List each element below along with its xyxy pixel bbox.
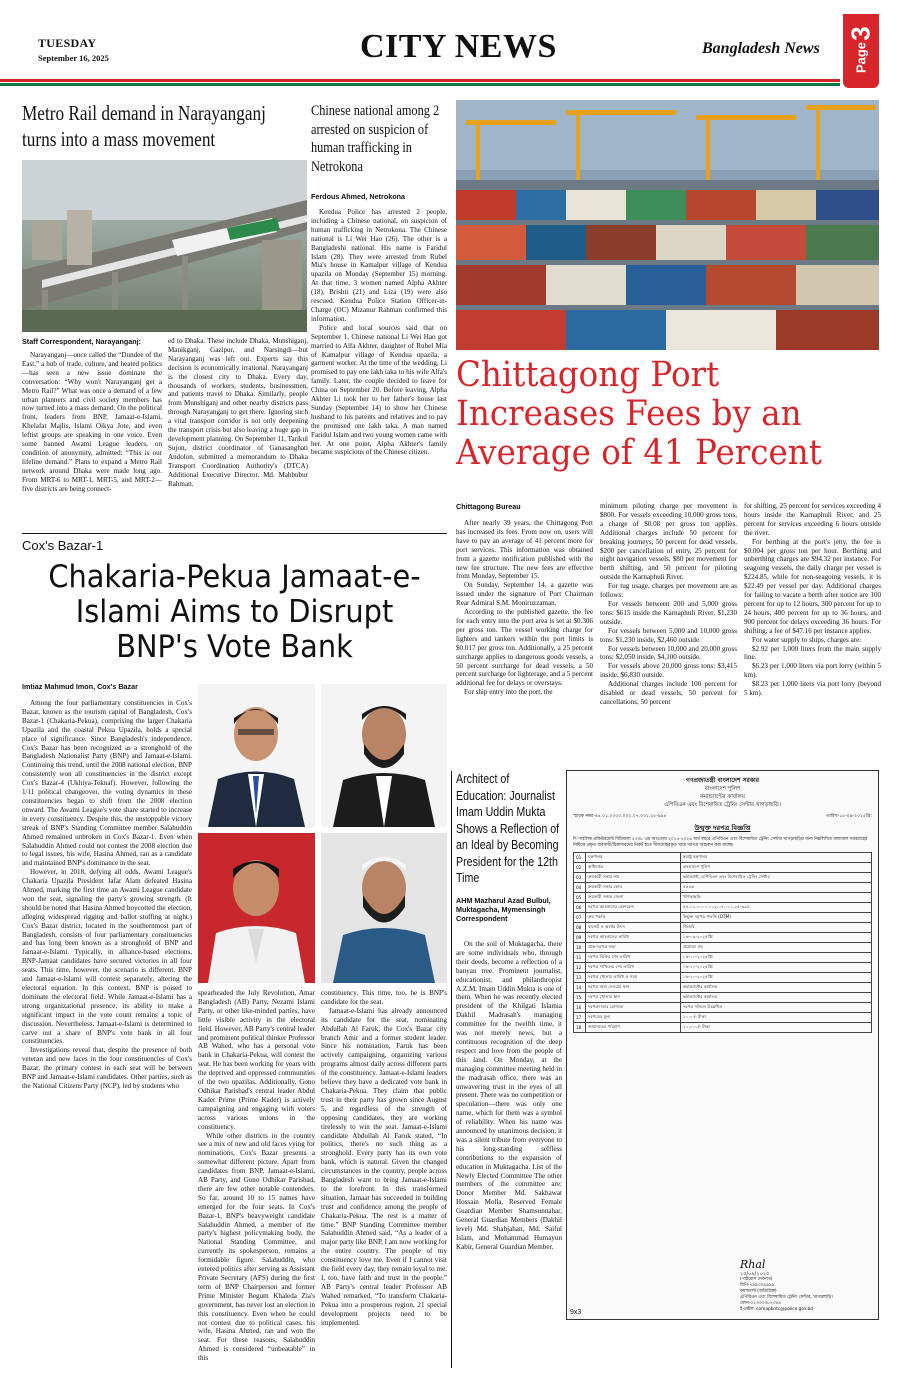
notice-row-label: প্রাক-দরপত্র সভা	[586, 943, 681, 953]
notice-row-value: ৫৩৪৬	[681, 883, 872, 893]
notice-row-value: খাগড়াছড়ি	[681, 893, 872, 903]
divider-architect-left	[451, 771, 452, 1368]
port-body-col-3-text-para: $6.23 per 1,000 liters via port lorry (within 5 km).	[744, 662, 881, 680]
notice-row-number: 10	[574, 943, 586, 953]
notice-row-label: জামানতের পরিমাণ	[586, 1023, 681, 1033]
coxs-body-col-3	[321, 989, 447, 1327]
notice-row-value: ২০,০০০/- টাকা	[681, 1023, 872, 1033]
notice-row-label: দরপত্র আহবানের রেফারেন্স	[586, 903, 681, 913]
notice-row-number: 13	[574, 973, 586, 983]
metro-headline	[22, 100, 313, 152]
notice-row-value: উন্মুক্ত দরপত্র পদ্ধতি (OTM)	[681, 913, 872, 923]
notice-officer-6: ই-মেইল: comapbntc@police.gov.bd	[740, 1307, 813, 1312]
page-tab-label: Page	[853, 41, 869, 74]
notice-table-row	[574, 983, 872, 993]
port-container-yard-icon	[456, 100, 879, 350]
architect-byline: AHM Mazharul Azad Bulbul, Muktagacha, Mymensingh Correspondent	[456, 896, 551, 923]
notice-row-number: 16	[574, 1003, 586, 1013]
notice-memo-row	[573, 813, 872, 820]
chinese-byline: Ferdous Ahmed, Netrokona	[311, 192, 405, 201]
notice-row-number: 03	[574, 873, 586, 883]
port-body-col-2-text-para: For vessels between 200 and 5,000 gross tons: $615 inside the Karnaphuli River, $1,230 outside.	[600, 599, 737, 626]
masthead-red-bar	[0, 79, 840, 82]
notice-row-value: কমান্ড্যান্টের কার্যালয়	[681, 993, 872, 1003]
port-body-col-1-text-para: According to the published gazette, the fee for each entry into the port area is set at $0.306 per gross ton. The vessel working charge for lighters and tankers within the port limits is $0.017 per gross ton. Additionally, a 25 percent surcharge applies to dangerous goods vessels, a 50 percent surcharge for dead vessels, a 50 percent surcharge for lighterage, and a 5 percent additional fee for delays or overstays.	[456, 608, 593, 688]
port-body-col-1-text-para: For ship entry into the port, the	[464, 688, 553, 697]
coxs-photo-2	[321, 684, 447, 827]
notice-table	[573, 852, 872, 1033]
notice-row-number: 05	[574, 893, 586, 903]
notice-row-label: দরপত্রের মূল্য	[586, 1013, 681, 1023]
notice-row-value: ০৬-১০-২০২৫খ্রি:	[681, 973, 872, 983]
port-body-col-3	[744, 502, 881, 698]
portrait-man-red-background-icon	[198, 833, 315, 983]
metro-headline-line-1: Metro Rail demand in Narayanganj	[22, 101, 266, 125]
notice-row-value: স্বরাষ্ট্র মন্ত্রণালয়	[681, 853, 872, 863]
notice-row-number: 06	[574, 903, 586, 913]
notice-table-row	[574, 853, 872, 863]
port-headline: Chittagong Port Increases Fees by an Average of 41 Percent	[456, 355, 822, 473]
notice-memo: স্মারক নম্বর-৪৪.০১.০০০০.০০২.০৭.০০১.২৫-৯৯৪	[573, 814, 667, 819]
portrait-man-blue-suit-icon	[198, 684, 315, 827]
notice-row-label: দরপত্র আহবানের তারিখ	[586, 933, 681, 943]
port-body-col-3-text-para: $8.23 per 1,000 liters via port lorry (beyond 5 km).	[744, 680, 881, 698]
page-tab-number: 3	[845, 26, 876, 41]
notice-signature-block	[740, 1259, 870, 1313]
notice-row-label: ক্রয়কারী সত্তার কোড	[586, 883, 681, 893]
notice-table-row	[574, 1013, 872, 1023]
notice-table-row	[574, 933, 872, 943]
coxs-photo-4	[321, 833, 447, 983]
notice-row-number: 11	[574, 953, 586, 963]
notice-row-label: ক্রয় পদ্ধতি	[586, 913, 681, 923]
notice-heading-3: কমান্ড্যান্টের কার্যালয়	[700, 794, 745, 800]
notice-row-number: 09	[574, 933, 586, 943]
notice-size-tag: 9x3	[570, 1309, 582, 1316]
notice-row-value: বাংলাদেশ পুলিশ	[681, 863, 872, 873]
coxs-body-col-1	[22, 699, 192, 1091]
tender-notice	[566, 770, 879, 1320]
port-body-col-2-text-para: minimum piloting charge per movement is $800. For vessels exceeding 10,000 gross tons, a charge of $0.08 per gross ton applies. Additional charges include 50 percent for breaking journeys, 50 percent for dead vessels, $200 per cancellation of entry, 25 percent for night navigation vessels, $80 per movement for berth shifting, and 50 percent for piloting outside the Karnaphuli River.	[600, 502, 737, 582]
notice-row-value: প্রযোজ্য নয়	[681, 943, 872, 953]
coxs-body-col-3-text-para: constituency. This time, too, he is BNP's candidate for the seat.	[321, 989, 447, 1006]
masthead-day: TUESDAY	[38, 36, 97, 50]
chinese-headline: Chinese national among 2 arrested on suspicion of human trafficking in Netrokona	[311, 103, 440, 175]
port-body-col-3-text-para: $2.92 per 1,000 liters from the main supply line.	[744, 644, 881, 662]
coxs-body-col-1-text-para: Investigations reveal that, despite the presence of both veteran and new faces in the four constituencies of Cox's Bazar, the primary contest in each seat will be between BNP and Jamaat-e-Islami candidates. Other parties, such as the National Citizens Party (NCP), led by students who	[22, 1046, 192, 1090]
coxs-body-col-2-text-para: spearheaded the July Revolution, Amar Bangladesh (AB) Party, Nezami Islami Party, or other like-minded parties, have little visible activity in the electoral field. However, AB Party's central leader and prominent political thinker Professor AB Wahed, who has a personal vote bank in Chakaria-Pekua, will contest the seat. He has been working for years with the deprived and oppressed communities of the two upazilas. Additionally, Gono Odhikar Parishad's central leader Abdul Kader Prime (Prime Kader) is actively campaigning and engaging with voters across various unions in the constituency.	[198, 989, 315, 1131]
notice-title: উন্মুক্ত দরপত্র বিজ্ঞপ্তি	[694, 824, 751, 832]
metro-body-col-2	[168, 337, 308, 488]
port-body-col-1-text-para: After nearly 39 years, the Chittagong Port has increased its fees. From now on, users will have to pay an average of 41 percent more for port services. This information was obtained from a gazette notification published with the new fee structure. The new fees are effective from Monday, September 15.	[456, 519, 593, 581]
metro-byline: Staff Correspondent, Narayanganj:	[22, 337, 142, 346]
architect-body	[456, 940, 562, 1252]
notice-row-number: 02	[574, 863, 586, 873]
port-photo	[456, 100, 879, 350]
notice-row-label: দরপত্র জমা দেওয়ার স্থান	[586, 983, 681, 993]
notice-row-label: দরপত্রদাতার যোগ্যতা	[586, 1003, 681, 1013]
coxs-body-col-2-text-para: While other districts in the country see a mix of new and old faces vying for nominations, Cox's Bazar presents a somewhat different picture. Apart from candidates from BNP, Jamaat-e-Islami, AB Party, and Gono Odhikar Parishad, there are few other notable contenders. So far, around 10 to 15 names have emerged for the four seats. In Cox's Bazar-1, BNP's heavyweight candidate Salahuddin Ahmed, a member of the party's highest policymaking body, the National Standing Committee, and currently its spokesperson, remains a formidable figure. Salahuddin, who entered politics after serving as Assistant Private Secretary (APS) during the first term of BNP Chairperson and former Prime Minister Begum Khaleda Zia's government, has never lost an election in this constituency. Even when he could not contest due to political cases, his wife, Hasina Ahmed, ran and won the seat. For these reasons, Salahuddin Ahmed is considered “unbeatable” in this	[198, 1131, 315, 1363]
notice-row-value: ০৬-১০-২০২৫খ্রি:	[681, 963, 872, 973]
notice-intro: দি পাবলিক প্রকিউরমেন্ট বিধিমালা ২০০৮ এর আওতায় ২০২৫-২০২৬ অর্থ বছরে এপিবিএন এবং বিশেষায়িত ট্রেনিং সেন্টার খাগড়াছড়ির জন্য নিম্নলিখিত মালামাল সরবরাহের নিমিত্তে প্রকৃত ব্যবসায়ী/ঠিকাদারদের নিকট হতে সীলমোহরকৃত খামে দরপত্র আহবান করা যাচ্ছে।	[573, 837, 868, 848]
coxs-photo-1	[198, 684, 315, 827]
portrait-man-beard-suit-icon	[321, 684, 447, 827]
notice-table-row	[574, 883, 872, 893]
port-body-col-2	[600, 502, 737, 707]
notice-row-value: জিওবি	[681, 923, 872, 933]
metro-body-col-2-text: ed to Dhaka. These include Dhaka, Munshiganj, Manikganj, Gazipur, and Narsingdi—but Narayanganj was left out. Experts say this decision is economically irrational. Narayanganj is the closest city to Dhaka. Every day, thousands of workers, students, businessmen, and patients travel to Dhaka. Similarly, people from Munshiganj and other nearby districts pass through Narayanganj to get there. Ignoring such a vital transport corridor is not only deepening the transport crisis but also leaving a huge gap in development planning. On September 11, Tarikul Sujon, district coordinator of Ganasanghati Andolon, submitted a memorandum to Dhaka Transport Coordination Authority's (DTCA) Additional Executive Director, Md. Mahbubur Rahman.	[168, 337, 308, 488]
coxs-headline: Chakaria-Pekua Jamaat-e-Islami Aims to Disrupt BNP's Vote Bank	[48, 559, 421, 665]
notice-row-label: দরপত্র খোলার স্থান	[586, 993, 681, 1003]
notice-row-value: ১৬-০৯-২০২৫খ্রি:	[681, 933, 872, 943]
notice-row-value: দরপত্র দলিলে উল্লেখিত	[681, 1003, 872, 1013]
notice-signature: Rhal	[740, 1258, 766, 1271]
port-body-col-2-text-para: For vessels between 5,000 and 10,000 gross tons: $1,230 inside, $2,460 outside.	[600, 626, 737, 644]
masthead-green-bar	[0, 83, 840, 86]
notice-row-value: ১০০০/- টাকা	[681, 1013, 872, 1023]
notice-officer-3: কমান্ড্যান্ট (অতিরিক্ত)	[740, 1289, 777, 1294]
notice-row-label: দরপত্র খোলার তারিখ ও সময়	[586, 973, 681, 983]
notice-row-number: 01	[574, 853, 586, 863]
port-body-col-1-text-para: On Sunday, September 14, a gazette was issued under the signature of Port Chairman Rear Admiral S.M. Moniruzzaman.	[456, 581, 593, 608]
notice-row-number: 17	[574, 1013, 586, 1023]
chinese-body-p2: Police and local sources said that on September 1, Chinese national Li Wei Hao got married to Alfa Akhter, daughter of Rubel Mia of Kamalpur village of Kendua upazila, a garment worker. At the time of the wedding, Li promised to pay one lakh taka to his wife Alfa's family. Later, the couple decided to leave for China on September 20. Before leaving, Alpha Akhter Li took her to her father's house last Sunday (September 14) to show her Chinese husband to his parents and relatives and to pay the promised one lakh taka. A man named Faridul Islam and two young women came with her. At one point, Alpha Akhter's family became suspicious of the Chinese citizen.	[311, 323, 447, 457]
notice-table-row	[574, 873, 872, 883]
notice-row-number: 18	[574, 1023, 586, 1033]
notice-table-row	[574, 953, 872, 963]
chinese-body	[311, 208, 447, 457]
port-body-col-2-text-para: Additional charges include 100 percent for disabled or dead vessels, 50 percent for cancellations, 50 percent	[600, 680, 737, 706]
chinese-body-p1: Kendua Police has arrested 2 people, including a Chinese national, on suspicion of human trafficking in Netrokona. The Chinese national is Li Wei Hao (26). The other is a Bangladeshi national. His name is Faridul Islam (28). They were arrested from Rubel Mia's house in Kamalpur village of Kendua upazila on Monday (September 15) morning. At that time, 3 women named Alpha Akhter (18), Brishti (21) and Liza (19) were also rescued. Kendua Police Station Officer-in-Charge (OC) Mizanur Rahman confirmed this information.	[311, 208, 447, 323]
notice-row-label: দরপত্র বিক্রির শেষ তারিখ	[586, 953, 681, 963]
notice-heading-4: এপিবিএন এবং বিশেষায়িত ট্রেনিং সেন্টার খাগড়াছড়ি।	[664, 802, 781, 808]
notice-row-value: কমান্ড্যান্টের কার্যালয়	[681, 983, 872, 993]
notice-table-row	[574, 863, 872, 873]
notice-table-row	[574, 903, 872, 913]
notice-officer-5: ফোন-০২৩৩৩৩৮২৩৪৪	[740, 1301, 781, 1306]
port-byline: Chittagong Bureau	[456, 502, 521, 511]
notice-row-number: 04	[574, 883, 586, 893]
masthead-date: September 16, 2025	[38, 53, 109, 63]
page-tab	[843, 14, 879, 88]
notice-table-row	[574, 913, 872, 923]
port-body-col-3-text-para: for shifting, 25 percent for services exceeding 4 hours inside the Karnaphuli River, and 25 percent for services exceeding 6 hours outside the river.	[744, 502, 881, 537]
metro-rail-train-icon	[22, 160, 307, 332]
coxs-body-col-1-text-para: However, in 2018, defying all odds, Awami League's Chakaria Upazila President Jafar Alam defeated Hasina Ahmed, marking the first time an Awami League candidate won the seat, signaling the party's growing strength. (It should be noted that Hasina Ahmed boycotted the election, alleging widespread rigging and ballot stuffing at night.) Cox's Bazar district, located in the southernmost part of Bangladesh, consists of four parliamentary constituencies and has long been known as a stronghold of BNP and Jamaat-e-Islami. Typically, in alliance-based elections, BNP-Jamaat candidates have secured victories in all four seats. This time, however, the scenario is different. BNP and Jamaat-e-Islami will contest separately, altering the electoral equation. In this context, BNP is poised to dominate the electoral field. While Jamaat-e-Islami has a strong organizational presence, its ability to make a significant impact in the vote count remains a topic of discussion. Nevertheless, Jamaat-e-Islami is determined to carve out a share of BNP's vote bank in all four constituencies.	[22, 868, 192, 1046]
coxs-kicker: Cox's Bazar-1	[22, 538, 104, 553]
port-body-col-2-text-para: For tug usage, charges per movement are as follows:	[600, 582, 737, 600]
notice-memo-date: তারিখ-১৫-০৯-২০২৫খ্রি:	[826, 814, 872, 819]
metro-body-col-1	[22, 351, 162, 494]
notice-heading-2: বাংলাদেশ পুলিশ	[704, 786, 741, 792]
notice-row-number: 15	[574, 993, 586, 1003]
notice-table-row	[574, 943, 872, 953]
notice-heading-1: গণপ্রজাতন্ত্রী বাংলাদেশ সরকার	[685, 777, 760, 784]
coxs-byline: Imtiaz Mahmud Imon, Cox's Bazar	[22, 682, 138, 691]
notice-row-number: 12	[574, 963, 586, 973]
coxs-photo-3	[198, 833, 315, 983]
notice-row-number: 07	[574, 913, 586, 923]
notice-signature-date: ১৫/০৯/২০২৫	[740, 1271, 770, 1277]
notice-row-value: কমান্ড্যান্ট, এপিবিএন এবং বিশেষায়িত ট্রেনিং সেন্টার	[681, 873, 872, 883]
notice-table-row	[574, 963, 872, 973]
notice-table-row	[574, 1023, 872, 1033]
notice-row-label: বাজেট ও অর্থের উৎস	[586, 923, 681, 933]
notice-officer-4: এপিবিএন এবং বিশেষায়িত ট্রেনিং সেন্টার, খাগড়াছড়ি।	[740, 1295, 833, 1300]
port-body-col-2-text-para: For vessels between 10,000 and 20,000 gross tons: $2,050 inside, $4,100 outside.	[600, 644, 737, 662]
architect-body-text: On the soil of Muktagacha, there are some individuals who, through their deeds, become a reflection of a banyan tree. Prominent journalist, educationist, and philanthropist A.Z.M. Imam Uddin Mukta is one of them. When he was recently elected president of the Khilgati Islamia Dakhil Madrasah's managing committee for the twelfth time, it was not merely news, but a continuous recognition of the deep respect and love from the people of this land. On Monday, at the managing committee meeting held in the madrasah office, there was an unwavering trust in the eyes of all present. There was no competition or speculation—there was only one name, which for them was a symbol of reliability. When his name was announced by unanimous decision, it was a silent tribute from everyone to his long-standing selfless contributions to the expansion of education in Muktagacha. List of the Newly Elected Committee The other members of the committee are: Donor Member Md. Sakhawat Hossain Molla, Reserved Female Guardian Member Shamsunnahar, General Guardian Members (Dakhil level) Md. Shahjahan, Md. Saiful Islam, and Mohammad Humayun Kabir, General Guardian Member.	[456, 940, 562, 1251]
notice-officer-1: (পাইরোস দেবনাথ)	[740, 1277, 773, 1282]
notice-row-value: ৪৪.০১.০০০০.০০২.০৭.০০১.২৫-৯৯৪	[681, 903, 872, 913]
coxs-body-col-1-text-para: Among the four parliamentary constituencies in Cox's Bazar, known as the tourism capital of Bangladesh, Cox's Bazar-1 (Chakaria-Pekua), comprising the larger Chakaria Upazila and the coastal Pekua Upazila, holds a special place of significance. Since Bangladesh's independence, Cox's Bazar has been recognized as a stronghold of the Bangladesh Nationalist Party (BNP) and Jamaat-e-Islami. Continuing this trend, until the 2008 national election, BNP consistently won all constituencies in the district except Cox's Bazar-4 (Ukhiya-Teknaf). However, following the 1/11 political changeover, the voting dynamics in these constituencies began to shift from the 2008 election onward. The Awami League's vote share started to increase in every constituency. Despite this, the unstoppable victory streak of BNP's Standing Committee member Salahuddin Ahmed remained unbroken in Cox's Bazar-1. Even when Salahuddin Ahmed could not contest the 2008 election due to legal issues, his wife, Hasina Ahmed, ran as a candidate and maintained BNP's dominance in the seat.	[22, 699, 192, 868]
notice-table-row	[574, 973, 872, 983]
notice-table-row	[574, 893, 872, 903]
port-body-col-3-text-para: For berthing at the port's jetty, the fee is $0.004 per gross ton per hour. Berthing and unberthing charges are $94.32 per instance. For seagoing vessels, the daily charge per vessel is $224.85, while for non-seagoing vessels, it is $22.49 per vessel per day. Additional charges for failing to vacate a berth after notice are 100 percent for up to 12 hours, 300 percent for up to 24 hours, 400 percent for up to 36 hours, and 900 percent for delays exceeding 36 hours. For shifting, a fee of $47.16 per instance applies.	[744, 537, 881, 635]
masthead-brand: Bangladesh News	[702, 40, 820, 57]
notice-table-row	[574, 1003, 872, 1013]
portrait-man-beard-white-cap-icon	[321, 833, 447, 983]
divider-metro-bottom	[22, 533, 447, 534]
metro-headline-line-2: turns into a mass movement	[22, 127, 216, 151]
coxs-body-col-3-text-para: Jamaat-e-Islami has already announced its candidate for the seat, nominating Abdullah Al Faruk, the Cox's Bazar city branch Amir and a former student leader. Since his nomination, Faruk has been actively campaigning, organizing various programs almost daily across different parts of the constituency. Jamaat-e-Islami leaders believe they have a dedicated vote bank in Chakaria-Pekua. They claim that public trust in their party has grown since August 5, and regardless of the strength of opposing candidates, they are working tirelessly to win the seat. Jamaat-e-Islami candidate Abdullah Al Faruk stated, “In politics, there's no such thing as a stronghold. Every party has its own vote bank, which is natural. Given the changed circumstances in the country, people across Bangladesh want to bring Jamaat-e-Islami to the forefront. In this transformed situation, Jamaat has succeeded in building trust and confidence among the people of Chakaria-Pekua. The rest is a matter of time.” BNP Standing Committee member Salahuddin Ahmed said, “As a leader of a major party like BNP, I am now working for the entire country. The people of my constituency love me. Even if I cannot visit the field every day, they remain loyal to me. I, too, have faith and trust in the people.” AB Party's central leader Professor AB Wahed remarked, “To transform Chakaria-Pekua into a prosperous region, 21 special development projects need to be implemented.	[321, 1006, 447, 1327]
metro-rail-photo	[22, 160, 307, 332]
port-body-col-1	[456, 519, 593, 697]
notice-row-label: ক্রয়কারী সত্তার জেলা	[586, 893, 681, 903]
notice-table-row	[574, 923, 872, 933]
masthead-title: CITY NEWS	[360, 28, 557, 65]
notice-row-number: 14	[574, 983, 586, 993]
notice-table-row	[574, 993, 872, 1003]
notice-officer-2: বিপি-৭৯৯৩০৯৯৯৯	[740, 1283, 775, 1288]
architect-headline: Architect of Education: Journalist Imam Uddin Mukta Shows a Reflection of an Ideal by Becoming President for the 12th Time	[456, 771, 560, 885]
notice-row-label: দরপত্র দাখিলের শেষ তারিখ	[586, 963, 681, 973]
metro-body-col-1-text: Narayanganj—once called the “Dundee of the East,” a hub of trade, culture, and heated politics—has seen a new issue dominate the conversation: “Why won't Narayanganj get a Metro Rail?” What was once a demand of a few urban planners and civil society members has now turned into a mass demand. On the political front, leaders from BNP, Jamaat-e-Islami, Khelafat Majlis, Islami Oikya Jote, and even leftist groups are speaking in one voice. Even some banned Awami League leaders, on condition of anonymity, admitted: “This is our lifeline demand.” Plans to expand a Metro Rail network around Dhaka were made long ago. From MRT-6 to MRT-1, MRT-5, and MRT-2—five districts are being connect-	[22, 351, 162, 493]
coxs-body-col-2	[198, 989, 315, 1363]
port-body-col-3-text-para: For water supply to ships, charges are:	[752, 635, 862, 644]
masthead	[0, 0, 897, 95]
notice-row-value: ০৫-১০-২০২৫খ্রি:	[681, 953, 872, 963]
notice-row-number: 08	[574, 923, 586, 933]
notice-row-label: মন্ত্রণালয়	[586, 853, 681, 863]
notice-row-label: ক্রয়কারী সত্তার নাম	[586, 873, 681, 883]
port-body-col-2-text-para: For vessels above 20,000 gross tons: $3,415 inside, $6,830 outside.	[600, 662, 737, 680]
notice-row-label: অধিদপ্তর	[586, 863, 681, 873]
